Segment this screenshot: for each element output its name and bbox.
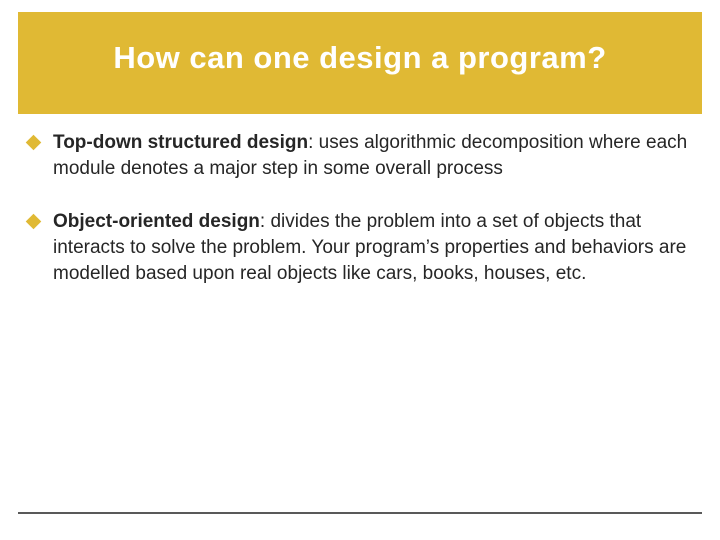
slide-title: How can one design a program? [113,40,607,75]
bullet-item-top-down [28,130,708,182]
bullet-text: : divides the problem into a set of objects that interacts to solve the problem. Your program’s properties and behaviors are modelled based upon real objects like cars, books, houses, etc. [53,211,687,284]
bullet-item-object-oriented [28,209,708,287]
bullet-text: : uses algorithmic decomposition where each module denotes a major step in some overall process [53,132,688,179]
diamond-bullet-icon [26,214,42,230]
diamond-bullet-icon [26,135,42,151]
bullet-list [28,130,708,314]
title-banner [18,12,702,114]
bullet-term: Object-oriented design [53,211,260,232]
footer-divider [18,512,702,514]
bullet-term: Top-down structured design [53,132,309,153]
